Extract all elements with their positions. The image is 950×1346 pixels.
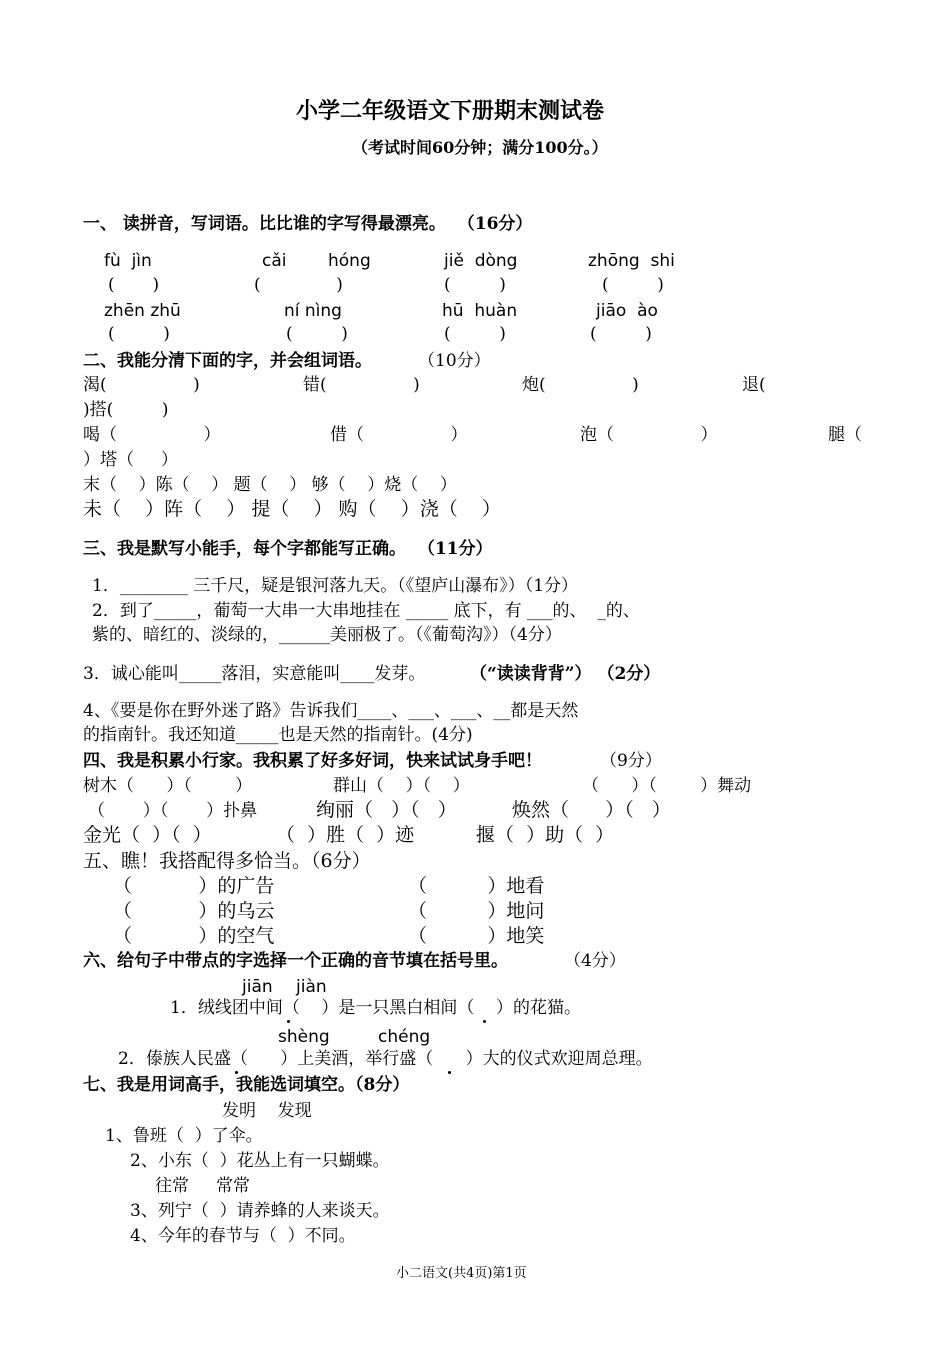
pinyin: cǎi bbox=[262, 251, 287, 271]
fill-line[interactable]: 2．到了_____，葡萄一大串一大串地挂在 _____ 底下，有 ___的、 _的、 bbox=[92, 601, 640, 621]
emphasis-dot bbox=[448, 1071, 451, 1074]
char-row[interactable]: 未（ ）阵（ ） 提（ ） 购（ ）浇（ ） bbox=[83, 498, 501, 520]
match-item[interactable]: （ ）的广告 bbox=[113, 875, 275, 897]
word-item[interactable]: 金光（ ）（ ） bbox=[83, 824, 212, 846]
char-item[interactable]: 炮( ) bbox=[522, 375, 639, 395]
word-item[interactable]: 揠（ ）助（ ） bbox=[476, 824, 615, 846]
match-item[interactable]: （ ）地笑 bbox=[408, 925, 545, 947]
section-7-heading: 七、我是用词高手，我能选词填空。（8分） bbox=[83, 1075, 410, 1095]
word-item[interactable]: 焕然（ ）（ ） bbox=[512, 799, 671, 821]
answer-blank[interactable]: ( ) bbox=[444, 324, 506, 344]
char-row[interactable]: 末（ ）陈（ ） 题（ ） 够（ ）烧（ ） bbox=[83, 475, 457, 495]
pinyin: jiě dòng bbox=[444, 251, 518, 271]
section-6-heading: 六、给句子中带点的字选择一个正确的音节填在括号里。 bbox=[83, 951, 508, 971]
pinyin: shèng bbox=[278, 1027, 330, 1047]
pinyin: jiāo ào bbox=[596, 301, 658, 321]
fill-line[interactable]: 的指南针。我还知道_____也是天然的指南针。(4分) bbox=[83, 725, 473, 745]
section-score: （10分） bbox=[418, 351, 491, 371]
exam-info: （考试时间60分钟；满分100分。） bbox=[352, 138, 608, 157]
pinyin: ní nìng bbox=[284, 301, 342, 321]
word-item[interactable]: 群山（ ）（ ） bbox=[333, 776, 470, 796]
answer-blank[interactable]: ( ) bbox=[444, 275, 506, 295]
char-item[interactable]: 泡（ ） bbox=[580, 425, 718, 445]
section-1-heading: 一、 读拼音，写词语。比比谁的字写得最漂亮。 （16分） bbox=[83, 214, 533, 234]
match-item[interactable]: （ ）的乌云 bbox=[113, 900, 275, 922]
char-item[interactable]: 渴( ) bbox=[83, 375, 200, 395]
answer-blank[interactable]: ( ) bbox=[602, 275, 664, 295]
section-3-heading: 三、我是默写小能手，每个字都能写正确。 （11分） bbox=[83, 539, 493, 559]
section-score: （9分） bbox=[600, 751, 662, 771]
emphasis-dot bbox=[483, 1020, 486, 1023]
char-item[interactable]: 退( bbox=[742, 375, 766, 395]
answer-blank[interactable]: ( ) bbox=[108, 324, 170, 344]
pinyin: fù jìn bbox=[104, 251, 152, 271]
match-item[interactable]: （ ）地问 bbox=[408, 900, 545, 922]
match-item[interactable]: （ ）地看 bbox=[408, 875, 545, 897]
word-item[interactable]: 绚丽（ ）（ ） bbox=[316, 799, 457, 821]
char-item[interactable]: 借（ ） bbox=[330, 425, 468, 445]
pinyin: zhēn zhū bbox=[104, 301, 181, 321]
fill-sentence[interactable]: 2、小东（ ）花丛上有一只蝴蝶。 bbox=[130, 1151, 390, 1171]
section-2-heading: 二、我能分清下面的字，并会组词语。 bbox=[83, 351, 372, 371]
pinyin: hóng bbox=[328, 251, 371, 271]
answer-blank[interactable]: ( ) bbox=[108, 275, 160, 295]
pinyin: jiàn bbox=[296, 977, 327, 997]
fill-sentence[interactable]: 3、列宁（ ）请养蜂的人来谈天。 bbox=[130, 1201, 390, 1221]
emphasis-dot bbox=[287, 1020, 290, 1023]
sentence[interactable]: 1．绒线团中间（ ）是一只黑白相间（ ）的花猫。 bbox=[170, 998, 582, 1018]
char-item[interactable]: 错( ) bbox=[303, 375, 420, 395]
char-item[interactable]: )搭( ) bbox=[83, 400, 169, 420]
fill-sentence[interactable]: 1、鲁班（ ）了伞。 bbox=[105, 1126, 263, 1146]
pinyin: hū huàn bbox=[442, 301, 518, 321]
fill-line[interactable]: 3．诚心能叫_____落泪，实意能叫____发芽。 bbox=[83, 664, 426, 684]
section-5-heading: 五、瞧！我搭配得多恰当。（6分） bbox=[83, 850, 371, 872]
fill-line[interactable]: 紫的、暗红的、淡绿的，______美丽极了。（《葡萄沟》）（4分） bbox=[92, 625, 562, 645]
word-item[interactable]: （ ）（ ）舞动 bbox=[582, 776, 752, 796]
char-item[interactable]: ）塔（ ） bbox=[83, 450, 179, 470]
pinyin: chéng bbox=[378, 1027, 431, 1047]
pinyin: jiān bbox=[242, 977, 273, 997]
page-title: 小学二年级语文下册期末测试卷 bbox=[296, 98, 605, 124]
char-item[interactable]: 腿（ bbox=[828, 425, 862, 445]
fill-line[interactable]: 1．________ 三千尺，疑是银河落九天。（《望庐山瀑布》）（1分） bbox=[92, 576, 579, 596]
fill-line[interactable]: 4、《要是你在野外迷了路》告诉我们____、___、___、__都是天然 bbox=[83, 701, 579, 721]
answer-blank[interactable]: ( ) bbox=[286, 324, 348, 344]
word-item[interactable]: （ ）胜（ ）迹 bbox=[276, 824, 415, 846]
word-item[interactable]: 树木（ ）（ ） bbox=[83, 776, 253, 796]
answer-blank[interactable]: ( ) bbox=[254, 275, 343, 295]
word-item[interactable]: （ ）（ ）扑鼻 bbox=[88, 801, 258, 821]
section-score: （4分） bbox=[564, 951, 626, 971]
match-item[interactable]: （ ）的空气 bbox=[113, 925, 275, 947]
fill-sentence[interactable]: 4、今年的春节与（ ）不同。 bbox=[130, 1226, 356, 1246]
page-footer: 小二语文(共4页)第1页 bbox=[396, 1266, 527, 1281]
section-4-heading: 四、我是积累小行家。我积累了好多好词，快来试试身手吧！ bbox=[83, 751, 542, 771]
word-choices: 往常 常常 bbox=[155, 1176, 251, 1196]
answer-blank[interactable]: ( ) bbox=[590, 324, 652, 344]
sentence[interactable]: 2．傣族人民盛（ ）上美酒，举行盛（ ）大的仪式欢迎周总理。 bbox=[118, 1049, 653, 1069]
char-item[interactable]: 喝（ ） bbox=[83, 425, 221, 445]
fill-line-note: （“读读背背”） （2分） bbox=[470, 664, 661, 684]
word-choices: 发明 发现 bbox=[222, 1101, 312, 1121]
pinyin: zhōng shi bbox=[588, 251, 675, 271]
